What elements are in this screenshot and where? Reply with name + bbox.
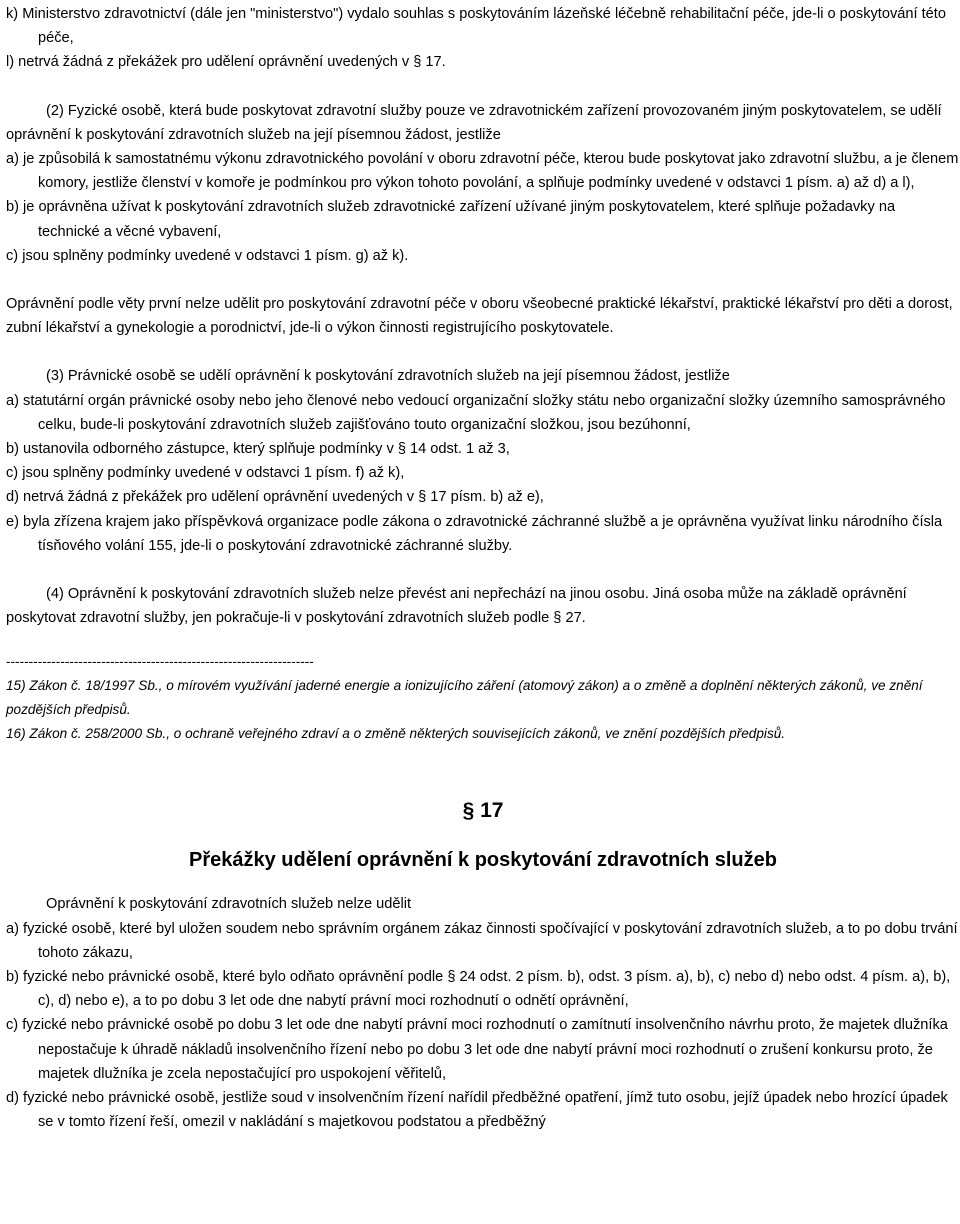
section-title: Překážky udělení oprávnění k poskytování zdravotních služeb	[189, 849, 777, 872]
footnote-16-ref: 16) Zákon č. 258/2000 Sb.	[6, 726, 167, 742]
paragraph-3-item-c: c) jsou splněny podmínky uvedené v odstavci 1 písm. f) až k),	[6, 465, 405, 482]
paragraph-3-item-d: d) netrvá žádná z překážek pro udělení oprávnění uvedených v § 17 písm. b) až e),	[6, 489, 544, 506]
footnote-15	[6, 674, 960, 722]
footnote-separator: --------------------------------------------------------------------	[6, 654, 314, 670]
document-page	[6, 2, 960, 1135]
paragraph-2-note: Oprávnění podle věty první nelze udělit pro poskytování zdravotní péče v oboru všeobecné praktické lékařství, praktické lékařství pro děti a dorost, zubní lékařství a gynekologie a porodnictví, jde-li o výkon činnosti registrujícího poskytovatele.	[6, 296, 953, 337]
section-item-b: b) fyzické nebo právnické osobě, které bylo odňato oprávnění podle § 24 odst. 2 písm. b), odst. 3 písm. a), b), c) nebo d) nebo odst. 4 písm. a), b), c), d) nebo e), a to po dobu 3 let ode dne nabytí právní moci rozhodnutí o odnětí oprávnění,	[6, 969, 951, 1010]
footnote-16-text: , o ochraně veřejného zdraví a o změně některých souvisejících zákonů, ve znění pozdějších předpisů.	[166, 726, 786, 742]
list-item-k: k) Ministerstvo zdravotnictví (dále jen "ministerstvo") vydalo souhlas s poskytováním lázeňské léčebně rehabilitační péče, jde-li o poskytování této péče,	[6, 6, 946, 47]
paragraph-4: (4) Oprávnění k poskytování zdravotních služeb nelze převést ani nepřechází na jinou osobu. Jiná osoba může na základě oprávnění poskytovat zdravotní služby, jen pokračuje-li v poskytování zdravotních služeb podle § 27.	[6, 586, 907, 627]
paragraph-2-intro: (2) Fyzické osobě, která bude poskytovat zdravotní služby pouze ve zdravotnickém zařízení provozovaném jiným poskytovatelem, se udělí oprávnění k poskytování zdravotních služeb na její písemnou žádost, jestliže	[6, 102, 942, 143]
section-intro: Oprávnění k poskytování zdravotních služeb nelze udělit	[46, 896, 412, 913]
list-item-l: l) netrvá žádná z překážek pro udělení oprávnění uvedených v § 17.	[6, 54, 446, 71]
section-item-c: c) fyzické nebo právnické osobě po dobu 3 let ode dne nabytí právní moci rozhodnutí o zamítnutí insolvenčního návrhu proto, že majetek dlužníka nepostačuje k úhradě nákladů insolvenčního řízení nebo po dobu 3 let ode dne nabytí právní moci rozhodnutí o zrušení konkursu proto, že majetek dlužníka je zcela nepostačující pro uspokojení věřitelů,	[6, 1017, 948, 1082]
section-number: § 17	[462, 799, 504, 823]
paragraph-3-item-b: b) ustanovila odborného zástupce, který splňuje podmínky v § 14 odst. 1 až 3,	[6, 441, 510, 458]
section-item-a: a) fyzické osobě, které byl uložen soudem nebo správním orgánem zákaz činnosti spočívající v poskytování zdravotních služeb, a to po dobu trvání tohoto zákazu,	[6, 920, 958, 961]
paragraph-3-item-a: a) statutární orgán právnické osoby nebo jeho členové nebo vedoucí organizační složky státu nebo organizační složky územního samosprávného celku, bude-li poskytování zdravotních služeb zajišťováno touto organizační složkou, jsou bezúhonní,	[6, 392, 946, 433]
footnote-15-text: , o mírovém využívání jaderné energie a ionizujícího záření (atomový zákon) a o změně a doplnění některých zákonů, ve znění pozdějších předpisů.	[6, 678, 923, 718]
paragraph-2-item-c: c) jsou splněny podmínky uvedené v odstavci 1 písm. g) až k).	[6, 247, 409, 264]
footnote-15-ref: 15) Zákon č. 18/1997 Sb.	[6, 678, 159, 694]
section-item-d: d) fyzické nebo právnické osobě, jestliže soud v insolvenčním řízení nařídil předběžné opatření, jímž tuto osobu, jejíž úpadek nebo hrozící úpadek se v tomto řízení řeší, omezil v nakládání s majetkovou podstatou a předběžný	[6, 1090, 948, 1131]
footnote-16	[6, 722, 960, 746]
paragraph-2-item-a: a) je způsobilá k samostatnému výkonu zdravotnického povolání v oboru zdravotní péče, kterou bude poskytovat jako zdravotní službu, a je členem komory, jestliže členství v komoře je podmínkou pro výkon tohoto povolání, a splňuje podmínky uvedené v odstavci 1 písm. a) až d) a l),	[6, 151, 959, 192]
paragraph-3-intro: (3) Právnické osobě se udělí oprávnění k poskytování zdravotních služeb na její písemnou žádost, jestliže	[46, 368, 730, 385]
paragraph-3-item-e: e) byla zřízena krajem jako příspěvková organizace podle zákona o zdravotnické záchranné službě a je oprávněna využívat linku národního čísla tísňového volání 155, jde-li o poskytování zdravotnické záchranné služby.	[6, 513, 943, 554]
paragraph-2-item-b: b) je oprávněna užívat k poskytování zdravotních služeb zdravotnické zařízení užívané jiným poskytovatelem, které splňuje požadavky na technické a věcné vybavení,	[6, 199, 896, 240]
